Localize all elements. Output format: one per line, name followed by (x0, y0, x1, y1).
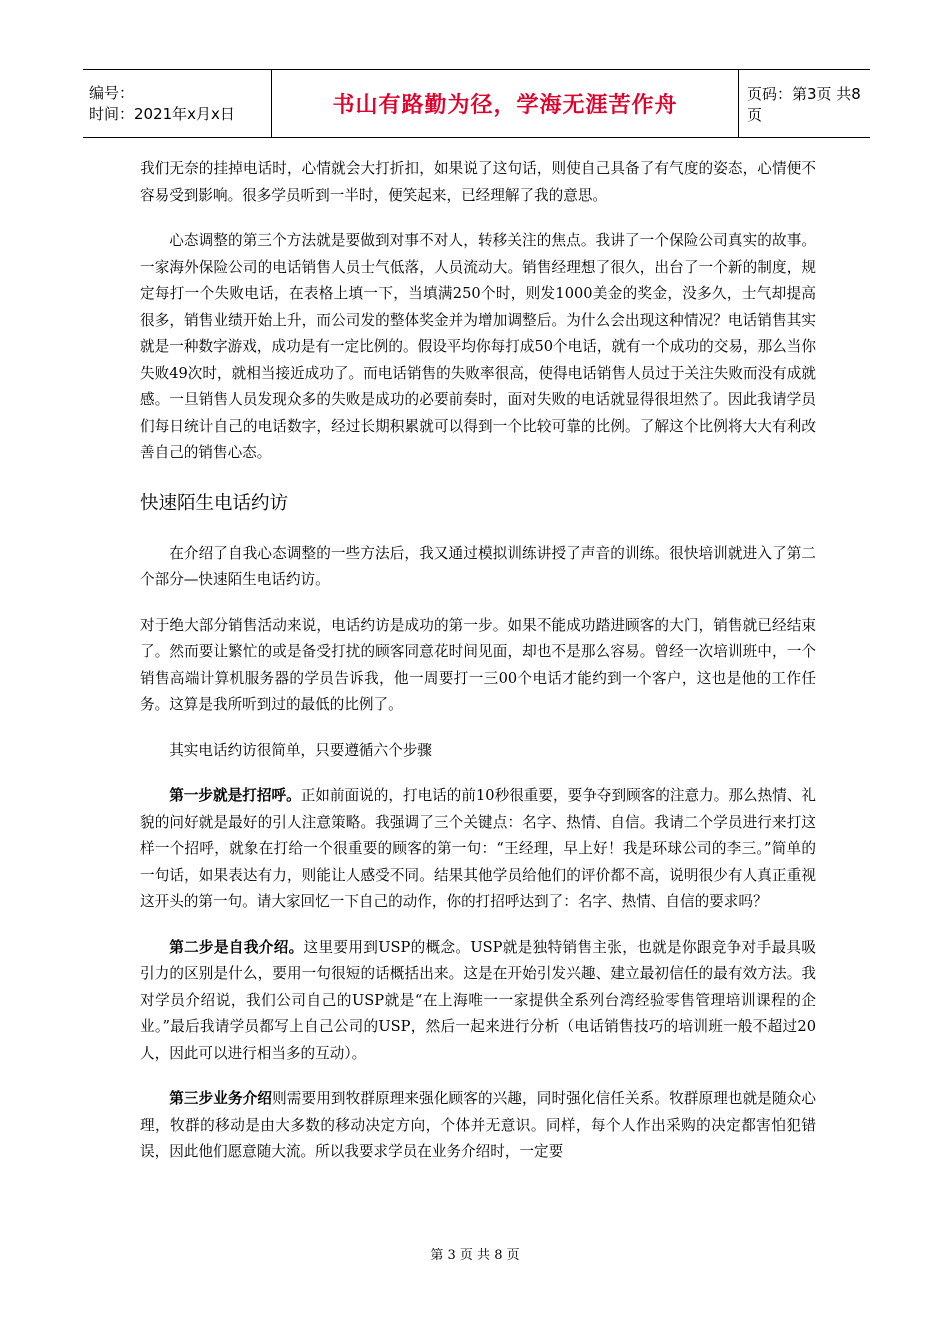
paragraph: 对于绝大部分销售活动来说，电话约访是成功的第一步。如果不能成功踏进顾客的大门，销售就已经结束了。然而要让繁忙的或是备受打扰的顾客同意花时间见面，却也不是那么容易。曾经一次培训班中，一个销售高端计算机服务器的学员告诉我，他一周要打一三00个电话才能约到一个客户，这也是他的工作任务。这算是我所听到过的最低的比例了。 (140, 616, 816, 713)
paragraph: 在介绍了自我心态调整的一些方法后，我又通过模拟训练讲授了声音的训练。很快培训就进入了第二个部分—快速陌生电话约访。 (140, 544, 816, 588)
document-number-label: 编号： (89, 83, 135, 102)
footer-page-number: 第 3 页 共 8 页 (430, 1248, 520, 1263)
paragraph-step-3 (140, 1086, 816, 1166)
header-page-number: 页码：第3页 共8页 (747, 84, 861, 124)
page-header (83, 69, 870, 138)
step-2-text: 这里要用到USP的概念。USP就是独特销售主张，也就是你跟竞争对手最具吸引力的区别是什么，要用一句很短的话概括出来。这是在开始引发兴趣、建立最初信任的最有效方法。我对学员介绍说，我们公司自己的USP就是“在上海唯一一家提供全系列台湾经验零售管理培训课程的企业。”最后我请学员都写上自己公司的USP，然后一起来进行分析（电话销售技巧的培训班一般不超过20人，因此可以进行相当多的互动）。 (140, 938, 816, 1062)
step-2-title: 第二步是自我介绍。 (169, 938, 304, 956)
paragraph-step-1 (140, 783, 816, 916)
motto-text: 书山有路勤为径，学海无涯苦作舟 (332, 93, 678, 118)
header-page-info (739, 70, 870, 137)
page-footer (0, 1244, 950, 1263)
paragraph: 其实电话约访很简单，只要遵循六个步骤 (169, 741, 432, 759)
step-1-text: 正如前面说的，打电话的前10秒很重要，要争夺到顾客的注意力。那么热情、礼貌的问好就是最好的引人注意策略。我强调了三个关键点：名字、热情、自信。我请二个学员进行来打这样一个招呼，就象在打给一个很重要的顾客的第一句：“王经理，早上好！我是环球公司的李三。”简单的一句话，如果表达有力，则能让人感受不同。结果其他学员给他们的评价都不高，说明很少有人真正重视这开头的第一句。请大家回忆一下自己的动作，你的打招呼达到了：名字、热情、自信的要求吗？ (140, 787, 816, 910)
header-meta (83, 70, 272, 137)
paragraph: 心态调整的第三个方法就是要做到对事不对人，转移关注的焦点。我讲了一个保险公司真实的故事。一家海外保险公司的电话销售人员士气低落，人员流动大。销售经理想了很久，出台了一个新的制度，规定每打一个失败电话，在表格上填一下，当填满250个时，则发1000美金的奖金，没多久，士气却提高很多，销售业绩开始上升，而公司发的整体奖金并为增加调整后。为什么会出现这种情况？电话销售其实就是一种数字游戏，成功是有一定比例的。假设平均你每打成50个电话，就有一个成功的交易，那么当你失败49次时，就相当接近成功了。而电话销售的失败率很高，使得电话销售人员过于关注失败而没有成就感。一旦销售人员发现众多的失败是成功的必要前奏时，面对失败的电话就显得很坦然了。因此我请学员们每日统计自己的电话数字，经过长期积累就可以得到一个比较可靠的比例。了解这个比例将大大有利改善自己的销售心态。 (140, 232, 816, 461)
step-3-text: 则需要用到牧群原理来强化顾客的兴趣，同时强化信任关系。牧群原理也就是随众心理，牧群的移动是由大多数的移动决定方向，个体并无意识。同样，每个人作出采购的决定都害怕犯错误，因此他们愿意随大流。所以我要求学员在业务介绍时，一定要 (140, 1090, 816, 1160)
paragraph-step-2 (140, 935, 816, 1068)
step-1-title: 第一步就是打招呼。 (169, 787, 301, 804)
section-heading: 快速陌生电话约访 (140, 492, 289, 514)
step-3-title: 第三步业务介绍 (169, 1090, 273, 1107)
paragraph: 我们无奈的挂掉电话时，心情就会大打折扣，如果说了这句话，则使自己具备了有气度的姿态，心情便不容易受到影响。很多学员听到一半时，便笑起来，已经理解了我的意思。 (140, 160, 816, 204)
header-motto (272, 70, 739, 137)
document-body (140, 156, 816, 1166)
document-date: 时间：2021年x月x日 (89, 104, 235, 123)
